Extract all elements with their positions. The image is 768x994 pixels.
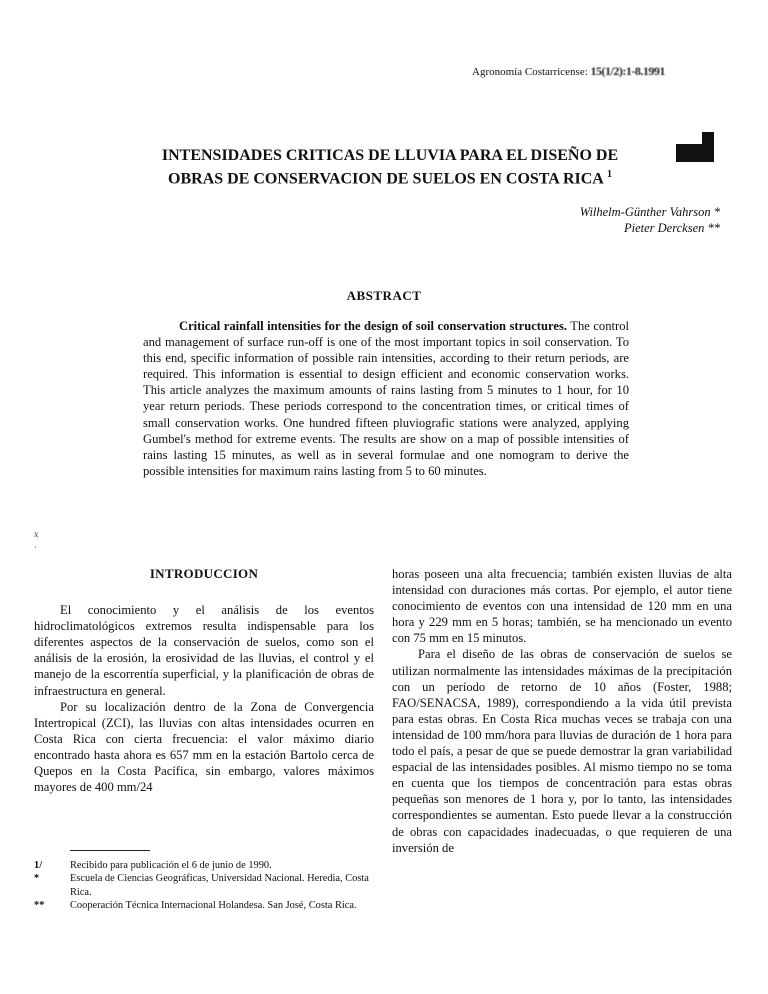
journal-label: Agronomía Costarricense:	[472, 66, 588, 78]
introduction-heading: INTRODUCCION	[149, 566, 259, 581]
margin-marks	[34, 528, 39, 554]
author-2: Pieter Dercksen **	[623, 221, 720, 235]
intro-paragraph-3: horas poseen una alta frecuencia; también existen lluvias de alta intensidad con duraciones más cortas. Por ejemplo, el autor tiene conocimiento de eventos con una intensidad de 120 mm en una hora y 229 mm en 5 horas; también, se ha mencionado un evento con 75 mm en 15 minutos.	[392, 567, 732, 646]
journal-stamp: 15(1/2):1-8.1991	[590, 64, 665, 78]
footnote-3	[34, 899, 374, 912]
footnote-2-text: Escuela de Ciencias Geográficas, Universidad Nacional. Heredia, Costa Rica.	[70, 873, 369, 898]
footnote-1	[34, 859, 374, 872]
paper-title	[110, 146, 670, 188]
footnote-3-mark: **	[34, 900, 45, 912]
title-footnote-mark: 1	[606, 169, 612, 180]
footnote-3-text: Cooperación Técnica Internacional Holandesa. San José, Costa Rica.	[70, 900, 357, 912]
author-list	[400, 204, 720, 236]
journal-header	[472, 64, 742, 79]
abstract-body	[143, 318, 629, 479]
right-column	[392, 566, 732, 856]
footnote-divider	[70, 850, 150, 851]
intro-paragraph-4: Para el diseño de las obras de conservación de suelos se utilizan normalmente las intensidades máximas de la precipitación con un período de retorno de 10 años (Foster, 1988; FAO/SENACSA, 1989), correspondiendo a la vida útil prevista para estas obras. En Costa Rica muchas veces se trabaja con una intensidad de 100 mm/hora para lluvias de duración de 1 hora para todo el país, a pesar de que se puede demostrar la gran variabilidad espacial de las intensidades posibles. Al mismo tiempo no se toma en cuenta que los tiempos de concentración para estas obras pequeñas son menores de 1 hora y, por lo tanto, las intensidades correspondientes se aumentan. Esto puede llevar a la construcción de obras con capacidades inadecuadas, o que requieren de una inversión de	[392, 647, 732, 855]
footnote-1-text: Recibido para publicación el 6 de junio de 1990.	[70, 860, 272, 871]
intro-paragraph-2: Por su localización dentro de la Zona de Convergencia Intertropical (ZCI), las lluvias con altas intensidades ocurren en Costa Rica con cierta frecuencia: el valor máximo diario encontrado hasta ahora es 657 mm en la estación Bartolo cerca de Quepos en la Costa Pacífica, sin embargo, valores máximos mayores de 400 mm/24	[34, 699, 374, 795]
footnote-2	[34, 872, 374, 899]
corner-registration-mark	[676, 132, 714, 162]
margin-mark-1: x	[34, 529, 39, 539]
abstract-bold-title: Critical rainfall intensities for the design of soil conservation structures.	[179, 319, 567, 333]
abstract-text: The control and management of surface run-off is one of the most important topics in soil conservation. To this end, specific information of possible rain intensities, according to their return periods, are required. This information is essential to design efficient and economic conservation works. This article analyzes the maximum amounts of rains lasting from 5 minutes to 1 hour, for 10 year return periods. These periods correspond to the concentration times, or critical times of small conservation works. One hundred fifteen pluviografic stations were analyzed, applying Gumbel's method for extreme events. The results are show on a map of possible intensities of rains lasting 15 minutes, as well as in several formulae and one nomogram to derive the possible intensities for maximum rains lasting from 5 to 60 minutes.	[143, 319, 629, 478]
margin-mark-2: ·	[34, 542, 37, 552]
footnotes	[34, 850, 374, 913]
abstract-heading: ABSTRACT	[346, 288, 422, 303]
title-line-2: OBRAS DE CONSERVACION DE SUELOS EN COSTA RICA	[168, 170, 603, 188]
title-line-1: INTENSIDADES CRITICAS DE LLUVIA PARA EL DISEÑO DE	[161, 147, 619, 164]
author-1: Wilhelm-Günther Vahrson *	[579, 205, 720, 219]
left-column	[34, 566, 374, 795]
intro-paragraph-1: El conocimiento y el análisis de los eventos hidroclimatológicos extremos resulta indispensable para los diferentes aspectos de la conservación de suelos, como son el análisis de la erosión, la erosividad de las lluvias, el control y el manejo de la escorrentía superficial, y la planificación de obras de infraestructura en general.	[34, 603, 374, 698]
footnote-1-mark: 1/	[34, 860, 43, 871]
footnote-2-mark: *	[34, 873, 40, 885]
